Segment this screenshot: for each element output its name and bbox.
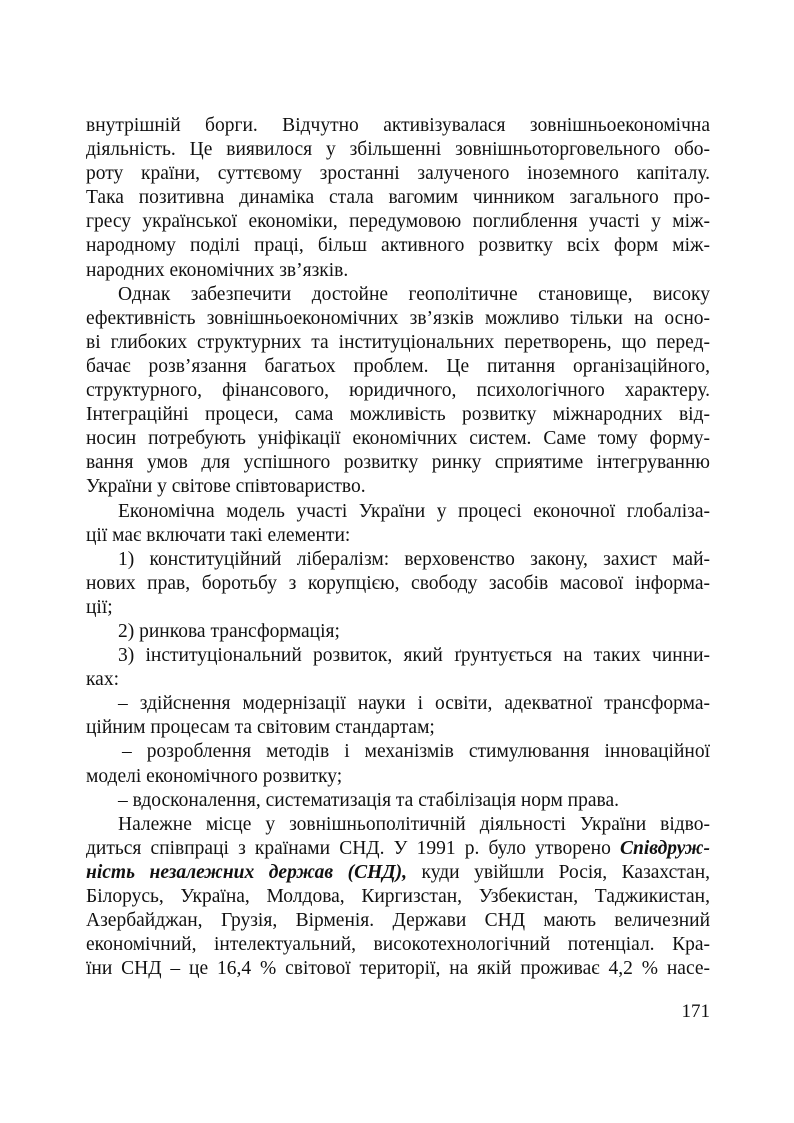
emphasized-term: ність незалежних держав (СНД), [86,861,408,883]
text-line: Інтеграційні процеси, сама можливість розвитку міжнародних від- [86,404,710,426]
text-line: України у світове співтовариство. [86,476,366,498]
text-line: носин потребують уніфікації економічних систем. Саме тому форму- [86,428,710,450]
dash-item-line: ційним процесам та світовим стандартам; [86,717,435,739]
text-segment: диться співпраці з країнами СНД. У 1991 р. було утворено [86,837,620,859]
text-line [86,837,710,861]
text-line: Економічна модель участі України у процесі еконочної глобаліза- [118,500,710,522]
text-line: ефективність зовнішньоекономічних зв’язків можливо тільки на осно- [86,307,710,329]
text-line: роту країни, суттєвому зростанні залученого іноземного капіталу. [86,163,710,185]
text-line: Білорусь, Україна, Молдова, Киргизстан, Узбекистан, Таджикистан, [86,886,710,907]
text-line: Така позитивна динаміка стала вагомим чинником загального про- [86,187,710,209]
text-line: економічний, інтелектуальний, високотехнологічний потенціал. Кра- [86,934,710,956]
page-number: 171 [681,1001,710,1022]
emphasized-term: Співдруж- [619,837,710,859]
list-item-line: ції; [86,596,113,618]
text-line: структурного, фінансового, юридичного, психологічного характеру. [86,380,710,402]
dash-item-line: моделі економічного розвитку; [86,765,343,787]
text-line: Однак забезпечити достойне геополітичне становище, високу [118,283,710,305]
list-item-line: 2) ринкова трансформація; [118,620,340,642]
dash-item-line: – вдосконалення, систематизація та стабілізація норм права. [118,789,620,811]
text-line: Належне місце у зовнішньополітичній діяльності України відво- [118,813,710,835]
text-line: їни СНД – це 16,4 % світової території, на якій проживає 4,2 % насе- [86,958,710,980]
text-segment: куди увійшли Росія, Казахстан, [407,861,710,883]
text-line: гресу української економіки, передумовою поглиблення участі у між- [86,211,710,233]
text-line: бачає розв’язання багатьох проблем. Це питання організаційного, [86,355,710,377]
text-line: ві глибоких структурних та інституціональних перетворень, що перед- [86,331,710,353]
text-line: ції має включати такі елементи: [86,524,351,546]
dash-item-line: – розроблення методів і механізмів стимулювання інноваційної [122,741,710,763]
list-item-line: нових прав, боротьбу з корупцією, свободу засобів масової інформа- [86,572,710,594]
text-line: Азербайджан, Грузія, Вірменія. Держави СНД мають величезний [86,910,710,932]
dash-item-line: – здійснення модернізації науки і освіти, адекватної трансформа- [118,693,710,715]
text-line: діяльність. Це виявилося у збільшенні зовнішньоторговельного обо- [86,139,710,161]
text-line: вання умов для успішного розвитку ринку сприятиме інтегруванню [86,452,710,474]
page-body [86,114,710,981]
text-line [86,861,710,885]
list-item-line: 3) інституціональний розвиток, який ґрунтується на таких чинни- [118,645,710,667]
list-item-line: ках: [86,669,120,691]
list-item-line: 1) конституційний лібералізм: верховенство закону, захист май- [118,548,710,570]
text-line: народних економічних зв’язків. [86,259,349,281]
text-line: народному поділі праці, більш активного розвитку всіх форм між- [86,235,710,257]
text-line: внутрішній борги. Відчутно активізувалася зовнішньоекономічна [86,115,710,136]
